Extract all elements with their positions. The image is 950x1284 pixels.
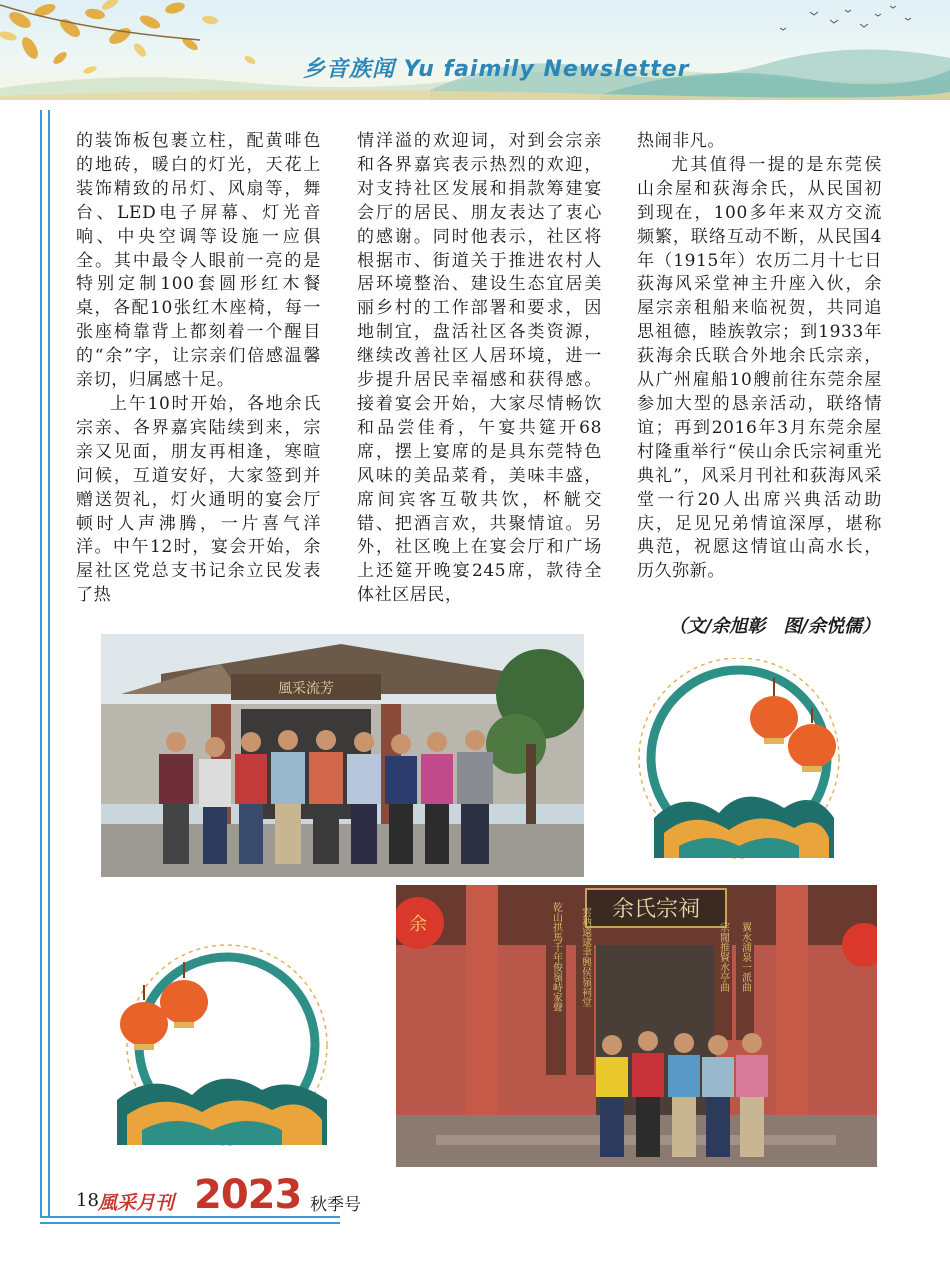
couplet-left: 乾山拱馬千年俊嶺峙家聲 (550, 902, 562, 1012)
couplet-far-right: 翼水浦泉一派曲 (739, 922, 751, 992)
newsletter-title: 乡音族闻 Yu faimily Newsletter (303, 57, 690, 82)
group-photo-gate (101, 634, 584, 877)
couplet-right: 宗閥推賢水亭曲 (717, 922, 729, 992)
page-footer (40, 1172, 380, 1228)
paragraph: 热闹非凡。 (637, 131, 725, 151)
lantern-decoration-1 (624, 658, 854, 868)
paragraph: 上午10时开始，各地余氏宗亲、各界嘉宾陆续到来，宗亲又见面，朋友再相逢，寒暄问候，互道安好，大家签到并赠送贺礼，灯火通明的宴会厅顿时人声沸腾，一片喜气洋洋。中午12时，宴会开始，余屋社区党总支书记余立民发表了热 (76, 393, 321, 606)
magazine-name: 風采月刊 (98, 1192, 175, 1214)
footer-border-vertical (40, 1178, 50, 1216)
paragraph: 情洋溢的欢迎词，对到会宗亲和各界嘉宾表示热烈的欢迎，对支持社区发展和捐款筹建宴会厅的居民、朋友表达了衷心的感谢。同时他表示，社区将根据市、街道关于推进农村人居环境整治、建设生态宜居美丽乡村的工作部署和要求，因地制宜，盘活社区各类资源，继续改善社区人居环境，进一步提升居民幸福感和获得感。接着宴会开始，大家尽情畅饮和品尝佳肴，午宴共筵开68席，摆上宴席的是具东莞特色风味的美品菜肴，美味丰盛，席间宾客互敬共饮，杯觥交错、把酒言欢，共聚情谊。另外，社区晚上在宴会厅和广场上还筵开晚宴245席，款待全体社区居民， (357, 131, 602, 606)
paragraph: 尤其值得一提的是东莞侯山余屋和荻海余氏，从民国初到现在，100多年来双方交流频繁，联络互动不断，从民国4年（1915年）农历二月十七日荻海风采堂神主升座入伙，余屋宗亲租船来临祝贺，共同追思祖德，睦族敦宗；到1933年荻海余氏联合外地余氏宗亲，从广州雇船10艘前往东莞余屋参加大型的恳亲活动，联络情谊；再到2016年3月东莞余屋村隆重举行“侯山余氏宗祠重光典礼”，风采月刊社和荻海风采堂一行20人出席兴典活动助庆，足见兄弟情谊深厚，堪称典范，祝愿这情谊山高水长，历久弥新。 (637, 154, 882, 582)
author-credit: （文/余旭彰 图/余悦儒） (668, 616, 880, 637)
header-landscape (0, 0, 950, 100)
hall-plaque-text: 余氏宗祠 (611, 897, 701, 922)
lantern-text: 余 (409, 914, 427, 935)
header-banner (0, 0, 950, 100)
text-column-3 (637, 130, 882, 584)
issue-year: 2023 (194, 1172, 302, 1218)
left-border-bar (40, 110, 50, 1210)
lantern-decoration-2 (112, 940, 342, 1150)
gate-plaque-text: 風采流芳 (278, 681, 334, 697)
paragraph: 的装饰板包裹立柱，配黄啡色的地砖，暖白的灯光，天花上装饰精致的吊灯、风扇等，舞台、LED电子屏幕、灯光音响、中央空调等设施一应俱全。其中最令人眼前一亮的是特别定制100套圆形红木餐桌，各配10张红木座椅，每一张座椅靠背上都刻着一个醒目的“余”字，让宗亲们倍感温馨亲切，归属感十足。 (76, 131, 321, 391)
text-column-2 (357, 130, 602, 608)
issue-season: 秋季号 (310, 1195, 361, 1215)
couplet-middle: 雲衲遠逮聿興侯嶺祠堂 (579, 907, 591, 1007)
group-photo-ancestral-hall (396, 885, 877, 1167)
page-number: 18 (76, 1190, 99, 1211)
text-column-1 (76, 130, 321, 608)
